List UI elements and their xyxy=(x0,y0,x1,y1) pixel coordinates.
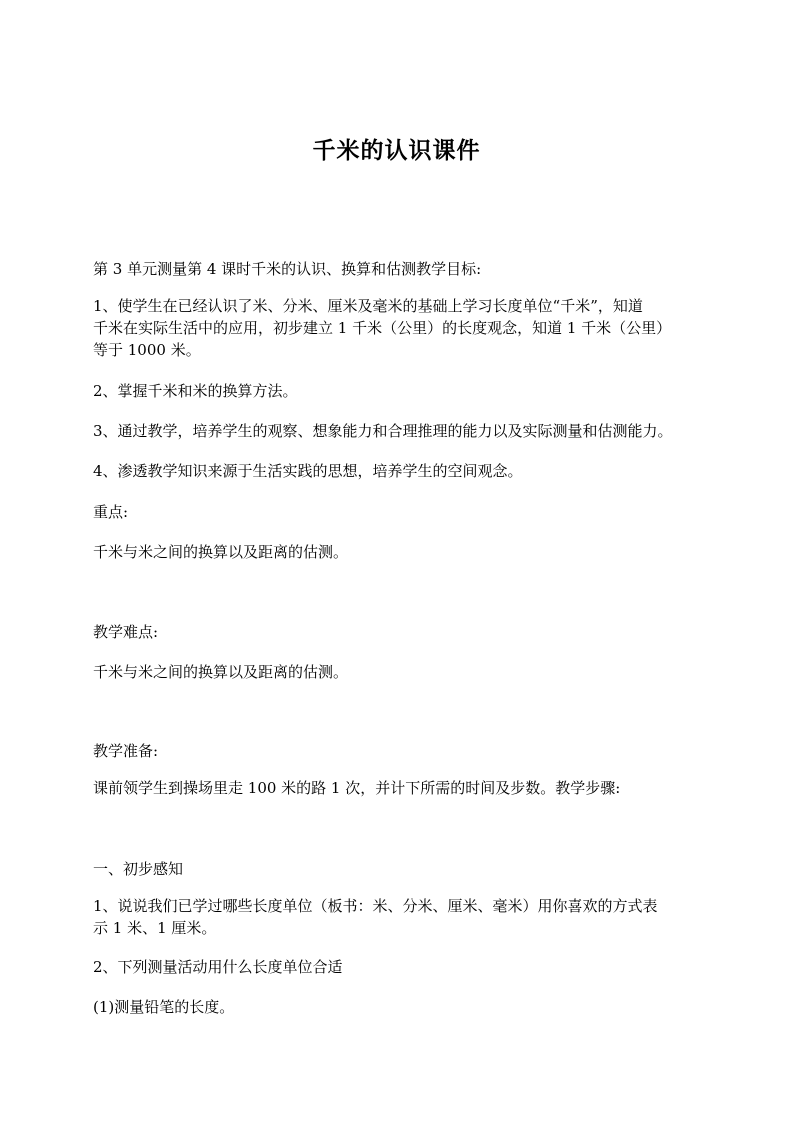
step-heading: 一、初步感知 xyxy=(93,860,184,878)
goal-1-line-1: 1、使学生在已经认识了米、分米、厘米及毫米的基础上学习长度单位“千米”，知道 xyxy=(93,297,643,315)
step-1-line-1: 1、说说我们已学过哪些长度单位（板书：米、分米、厘米、毫米）用你喜欢的方式表 xyxy=(93,897,658,915)
preparation-heading: 教学准备: xyxy=(93,742,159,760)
difficulty-text: 千米与米之间的换算以及距离的估测。 xyxy=(93,663,349,681)
goal-3: 3、通过教学，培养学生的观察、想象能力和合理推理的能力以及实际测量和估测能力。 xyxy=(93,422,673,440)
difficulty-heading: 教学难点: xyxy=(93,623,159,641)
goal-1-line-3: 等于 1000 米。 xyxy=(93,341,201,359)
intro-paragraph: 第 3 单元测量第 4 课时千米的认识、换算和估测教学目标: xyxy=(93,260,482,278)
goal-1-line-2: 千米在实际生活中的应用，初步建立 1 千米（公里）的长度观念，知道 1 千米（公里） xyxy=(93,319,672,337)
key-point-heading: 重点: xyxy=(93,503,129,521)
goal-4: 4、渗透教学知识来源于生活实践的思想，培养学生的空间观念。 xyxy=(93,462,523,480)
step-2: 2、下列测量活动用什么长度单位合适 xyxy=(93,958,343,976)
step-1-line-2: 示 1 米、1 厘米。 xyxy=(93,919,217,937)
step-2-item-1: (1)测量铅笔的长度。 xyxy=(93,998,235,1016)
preparation-text: 课前领学生到操场里走 100 米的路 1 次，并计下所需的时间及步数。教学步骤: xyxy=(93,779,621,797)
document-title: 千米的认识课件 xyxy=(312,138,481,164)
key-point-text: 千米与米之间的换算以及距离的估测。 xyxy=(93,543,349,561)
goal-2: 2、掌握千米和米的换算方法。 xyxy=(93,382,298,400)
